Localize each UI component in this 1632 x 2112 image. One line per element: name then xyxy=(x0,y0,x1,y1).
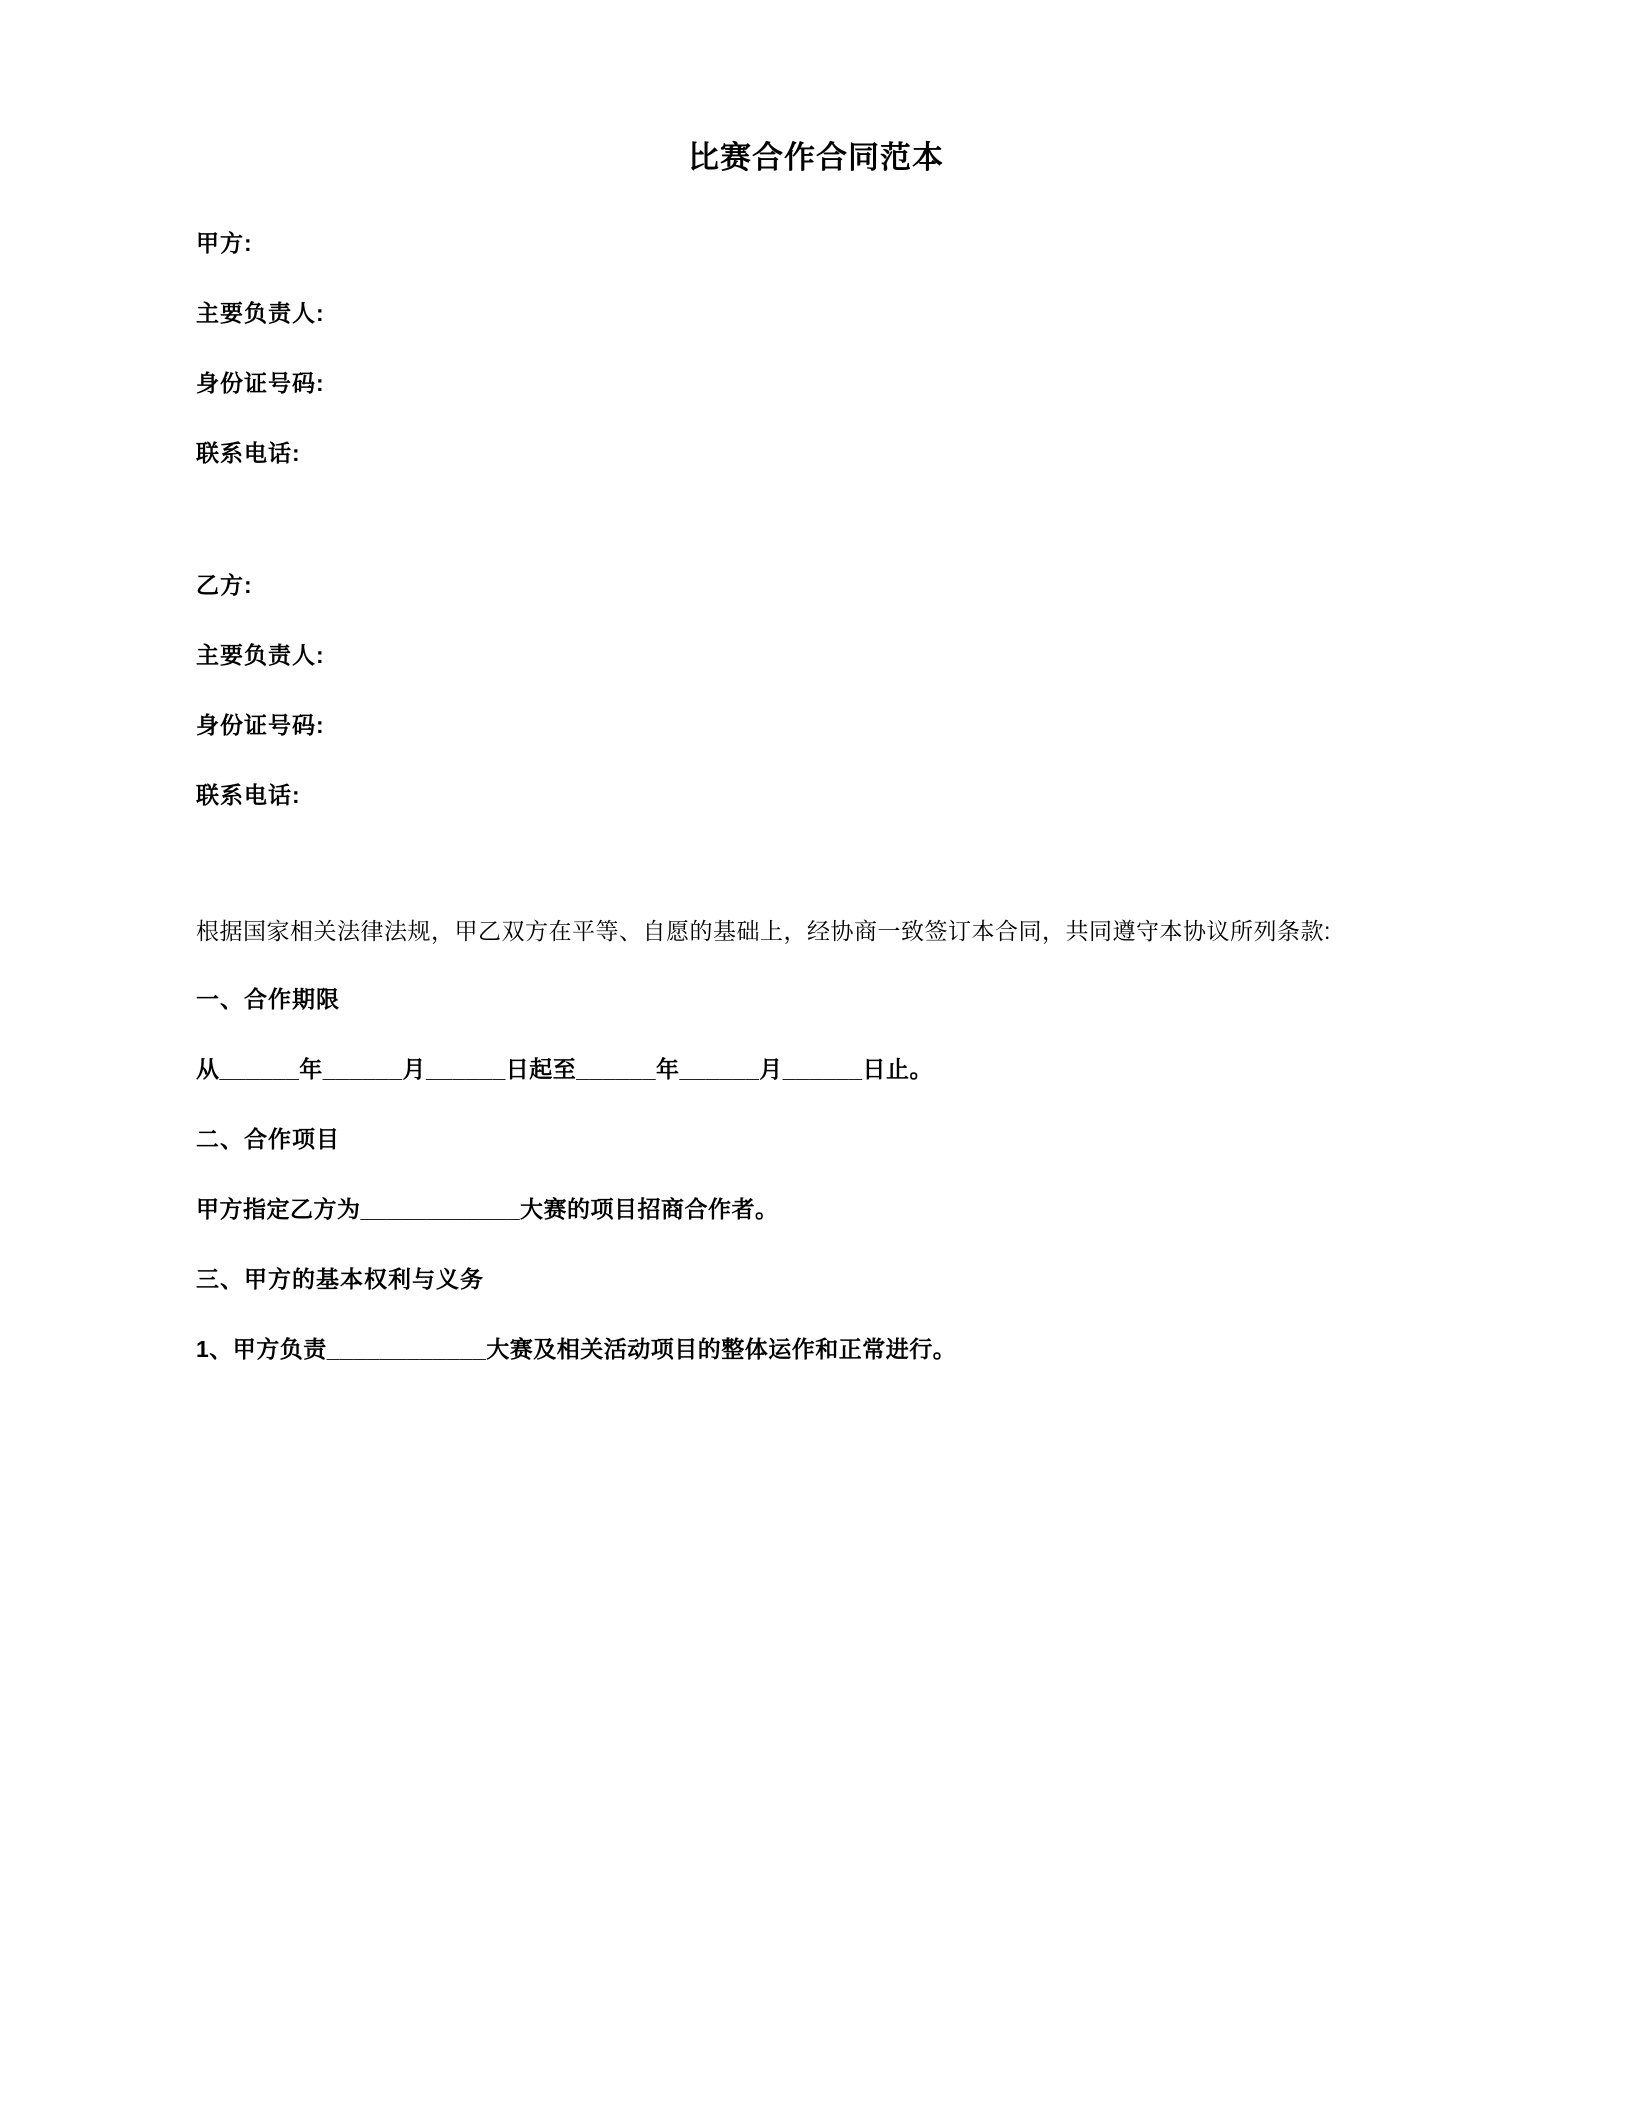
party-a-principal-label: 主要负责人: xyxy=(196,300,325,326)
section-2-heading: 二、合作项目 xyxy=(196,1126,340,1152)
section-3-item-1: 1、甲方负责____________大赛及相关活动项目的整体运作和正常进行。 xyxy=(196,1336,957,1362)
section-1-heading: 一、合作期限 xyxy=(196,986,340,1012)
party-a-phone-label: 联系电话: xyxy=(196,440,301,466)
preamble-paragraph: 根据国家相关法律法规，甲乙双方在平等、自愿的基础上，经协商一致签订本合同，共同遵守本协议所列条款: xyxy=(196,918,1331,944)
party-b-id-label: 身份证号码: xyxy=(196,712,325,738)
section-1-body: 从______年______月______日起至______年______月______日止。 xyxy=(196,1056,933,1082)
party-a-label: 甲方: xyxy=(196,230,253,256)
section-2-body: 甲方指定乙方为____________大赛的项目招商合作者。 xyxy=(196,1196,779,1222)
party-a-id-label: 身份证号码: xyxy=(196,370,325,396)
party-b-principal-label: 主要负责人: xyxy=(196,642,325,668)
party-b-phone-label: 联系电话: xyxy=(196,782,301,808)
section-3-heading: 三、甲方的基本权利与义务 xyxy=(196,1266,484,1292)
document-title: 比赛合作合同范本 xyxy=(688,140,944,175)
party-b-label: 乙方: xyxy=(196,572,253,598)
